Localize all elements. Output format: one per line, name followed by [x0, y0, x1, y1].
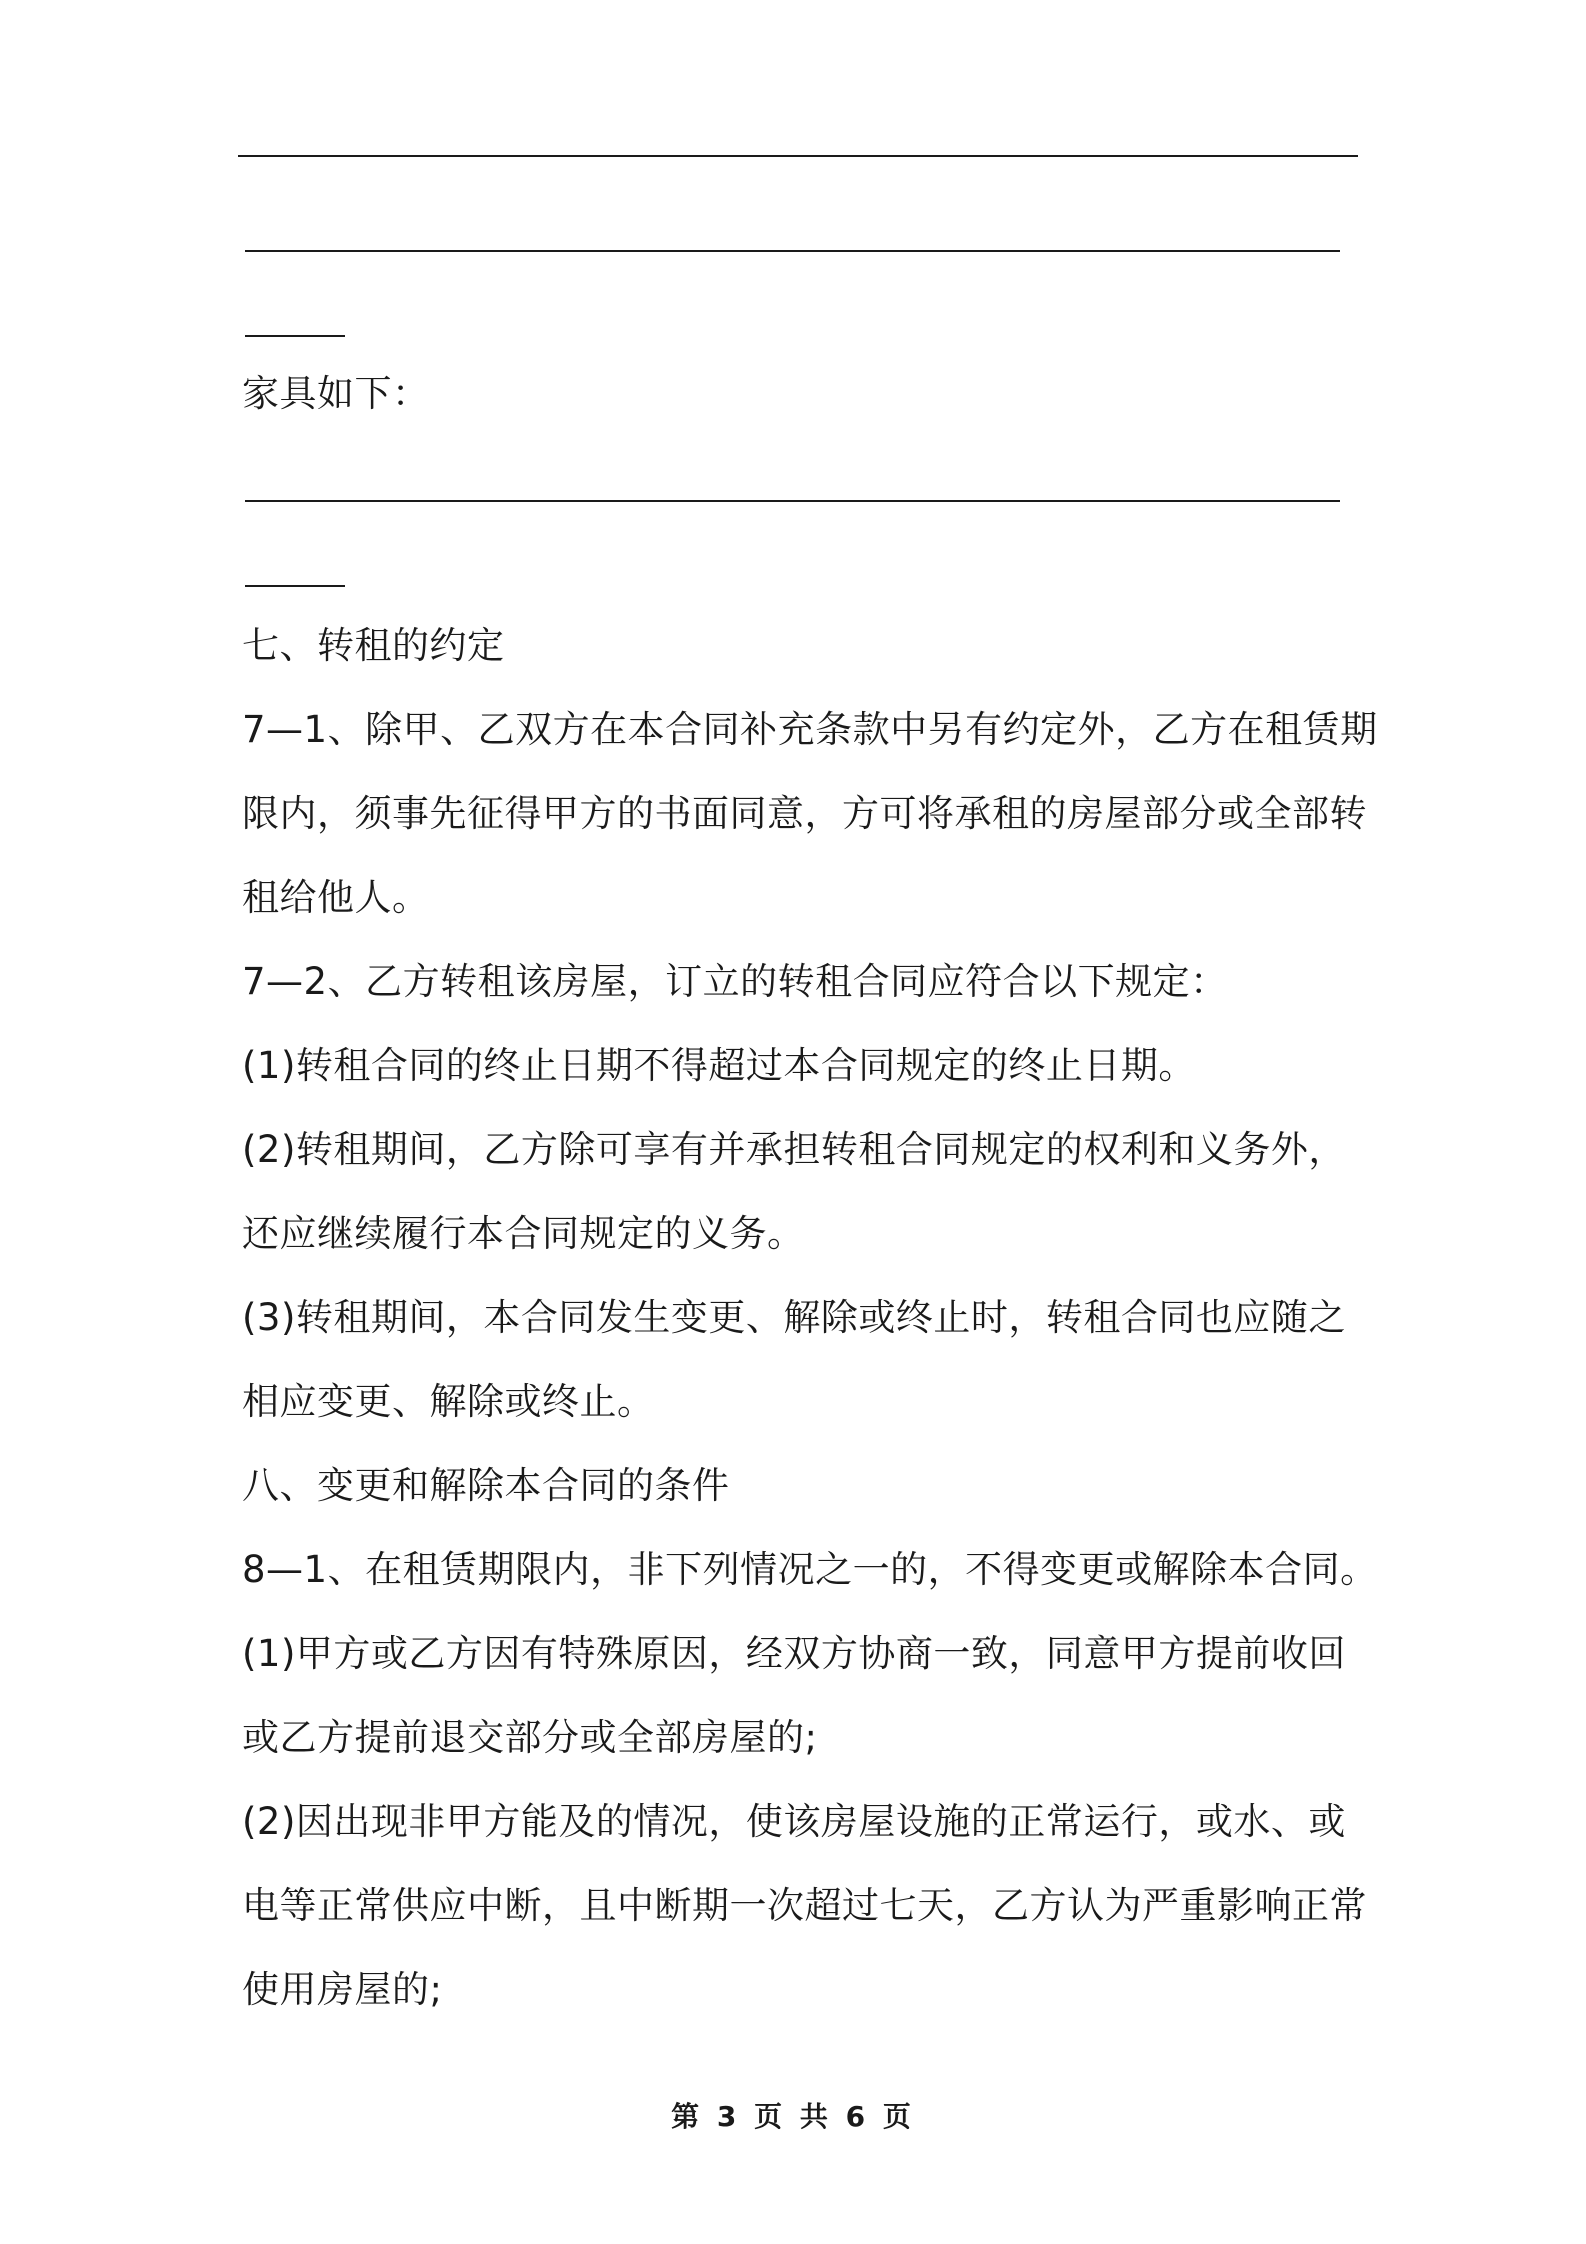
paragraph-line: 限内，须事先征得甲方的书面同意，方可将承租的房屋部分或全部转 — [242, 792, 1367, 835]
paragraph-line: 还应继续履行本合同规定的义务。 — [242, 1212, 805, 1255]
paragraph-line: (1)转租合同的终止日期不得超过本合同规定的终止日期。 — [242, 1044, 1196, 1087]
paragraph-line: (1)甲方或乙方因有特殊原因，经双方协商一致，同意甲方提前收回 — [242, 1632, 1346, 1675]
paragraph-line: 8—1、在租赁期限内，非下列情况之一的，不得变更或解除本合同。 — [242, 1548, 1378, 1591]
section-heading-7: 七、转租的约定 — [242, 624, 505, 667]
fill-in-blank-line — [245, 250, 1340, 252]
page-number-footer: 第 3 页 共 6 页 — [671, 2100, 915, 2133]
paragraph-line: (2)转租期间，乙方除可享有并承担转租合同规定的权利和义务外， — [242, 1128, 1346, 1171]
paragraph-line: 或乙方提前退交部分或全部房屋的; — [242, 1716, 818, 1759]
section-heading-8: 八、变更和解除本合同的条件 — [242, 1464, 730, 1507]
paragraph-line: 使用房屋的; — [242, 1968, 443, 2011]
furniture-label: 家具如下： — [242, 372, 430, 415]
paragraph-line: 租给他人。 — [242, 876, 430, 919]
paragraph-line: 电等正常供应中断，且中断期一次超过七天，乙方认为严重影响正常 — [242, 1884, 1367, 1927]
paragraph-line: (3)转租期间，本合同发生变更、解除或终止时，转租合同也应随之 — [242, 1296, 1346, 1339]
paragraph-line: 7—2、乙方转租该房屋，订立的转租合同应符合以下规定： — [242, 960, 1228, 1003]
fill-in-blank-line — [245, 585, 345, 587]
paragraph-line: (2)因出现非甲方能及的情况，使该房屋设施的正常运行，或水、或 — [242, 1800, 1346, 1843]
fill-in-blank-line — [245, 500, 1340, 502]
top-rule — [238, 155, 1358, 157]
paragraph-line: 相应变更、解除或终止。 — [242, 1380, 655, 1423]
fill-in-blank-line — [245, 335, 345, 337]
paragraph-line: 7—1、除甲、乙双方在本合同补充条款中另有约定外，乙方在租赁期 — [242, 708, 1378, 751]
